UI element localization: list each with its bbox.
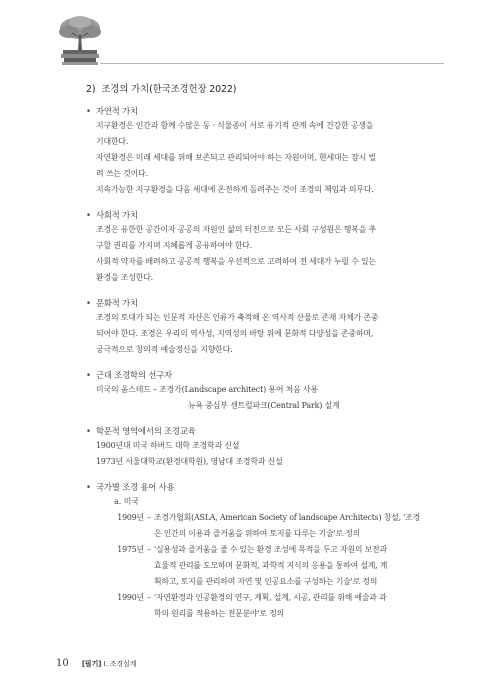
chapter-label: [필기] I. 조경설계 xyxy=(81,660,137,668)
bullet-icon: • xyxy=(86,106,91,116)
text-line: 환경을 조성한다. xyxy=(96,273,154,282)
bullet-icon: • xyxy=(86,298,91,308)
usage-entry xyxy=(86,510,466,542)
value-block-social xyxy=(86,209,466,286)
dash: – xyxy=(147,513,151,522)
pioneer-block xyxy=(86,369,466,414)
dash: – xyxy=(147,545,151,554)
usage-year: 1975년 xyxy=(117,545,144,554)
text-line: 학의 원리를 적용하는 전문분야'로 정의 xyxy=(154,609,284,618)
usage-year: 1909년 xyxy=(117,513,144,522)
usage-text xyxy=(154,510,466,542)
text-line: 획하고, 토지를 관리하며 자연 및 인공요소를 구성하는 기술'로 정의 xyxy=(154,577,378,586)
usage-block xyxy=(86,481,466,622)
text-line: 1900년대 미국 하버드 대학 조경학과 신설 xyxy=(96,441,240,450)
page-footer xyxy=(56,651,136,670)
text-line: 궁극적으로 창의적 예술정신을 지향한다. xyxy=(96,345,233,354)
usage-entry xyxy=(86,590,466,622)
text-line: 미국의 옴스테드 – 조경가(Landscape architect) 용어 처음 사용 xyxy=(96,385,318,394)
bullet-icon: • xyxy=(86,210,91,220)
value-heading: • 사회적 가치 xyxy=(86,210,138,220)
text-line: 조경의 토대가 되는 인문적 자산은 인류가 축적해 온 역사적 산물로 존재 자체가 존중 xyxy=(96,313,379,322)
tree-on-books-icon xyxy=(55,14,105,70)
header-rule xyxy=(100,63,444,64)
usage-heading: • 국가별 조경 용어 사용 xyxy=(86,482,175,492)
section-title xyxy=(86,81,466,95)
text-line: 효율적 관리를 도모하며 문화적, 과학적 지식의 응용을 통하여 설계, 계 xyxy=(154,561,388,570)
bullet-icon: • xyxy=(86,482,91,492)
page-number: 10 xyxy=(56,658,69,669)
text-line: 지구환경은 인간과 함께 수많은 동 · 식물종이 서로 유기적 관계 속에 건강한 공생을 xyxy=(96,121,374,130)
pioneer-heading: • 근대 조경학의 선구자 xyxy=(86,370,172,380)
text-line: '자연환경과 인공환경의 연구, 계획, 설계, 시공, 관리를 위해 예술과 과 xyxy=(154,593,387,602)
education-block xyxy=(86,425,466,470)
section-number: 2) xyxy=(86,84,96,95)
bullet-icon: • xyxy=(86,370,91,380)
text-line: 구할 권리를 가지며 지혜롭게 공유하여야 한다. xyxy=(96,241,253,250)
value-block-cultural xyxy=(86,297,466,358)
value-heading: • 문화적 가치 xyxy=(86,298,138,308)
section-title-text: 조경의 가치(한국조경헌장 2022) xyxy=(101,84,237,95)
value-heading: • 자연적 가치 xyxy=(86,106,138,116)
value-text xyxy=(86,222,466,286)
text-line: 기대한다. xyxy=(96,137,129,146)
dash: – xyxy=(147,593,151,602)
usage-entries xyxy=(86,510,466,622)
usage-text xyxy=(154,590,466,622)
value-text xyxy=(86,118,466,198)
text-line: 자연환경은 미래 세대를 위해 보존되고 관리되어야 하는 자원이며, 현세대는 잠시 빌 xyxy=(96,153,377,162)
text-line: '실용성과 즐거움을 줄 수 있는 환경 조성에 목적을 두고 자원의 보전과 xyxy=(154,545,387,554)
usage-subheading: a. 미국 xyxy=(114,497,139,506)
text-line: 조경은 유한한 공간이자 공공의 자원인 삶의 터전으로 모든 사회 구성원은 행복을 추 xyxy=(96,225,377,234)
usage-text xyxy=(154,542,466,590)
text-line: 조경가협회(ASLA, American Society of landscape Architects) 창설, '조경 xyxy=(154,513,420,522)
value-block-natural xyxy=(86,105,466,198)
text-line: 되어야 한다. 조경은 우리의 역사성, 지역성의 바탕 위에 문화적 다양성을 존중하며, xyxy=(96,329,374,338)
pioneer-text xyxy=(86,382,466,414)
education-text xyxy=(86,438,466,470)
text-line: 지속가능한 지구환경을 다음 세대에 온전하게 돌려주는 것이 조경의 책임과 의무다. xyxy=(96,185,374,194)
value-text xyxy=(86,310,466,358)
text-line: 1973년 서울대학교(환경대학원), 영남대 조경학과 신설 xyxy=(96,457,283,466)
text-line: 뉴욕 중심부 센트럴파크(Central Park) 설계 xyxy=(188,401,340,410)
text-line: 사회적 약자를 배려하고 공공적 행복을 우선적으로 고려하여 전 세대가 누릴 수 있는 xyxy=(96,257,377,266)
usage-year: 1990년 xyxy=(117,593,144,602)
bullet-icon: • xyxy=(86,426,91,436)
text-line: 은 인간의 이용과 즐거움을 위하여 토지를 다루는 기술'로 정의 xyxy=(154,529,360,538)
text-line: 려 쓰는 것이다. xyxy=(96,169,148,178)
page-content xyxy=(86,74,466,633)
usage-entry xyxy=(86,542,466,590)
education-heading: • 학문적 영역에서의 조경교육 xyxy=(86,426,196,436)
